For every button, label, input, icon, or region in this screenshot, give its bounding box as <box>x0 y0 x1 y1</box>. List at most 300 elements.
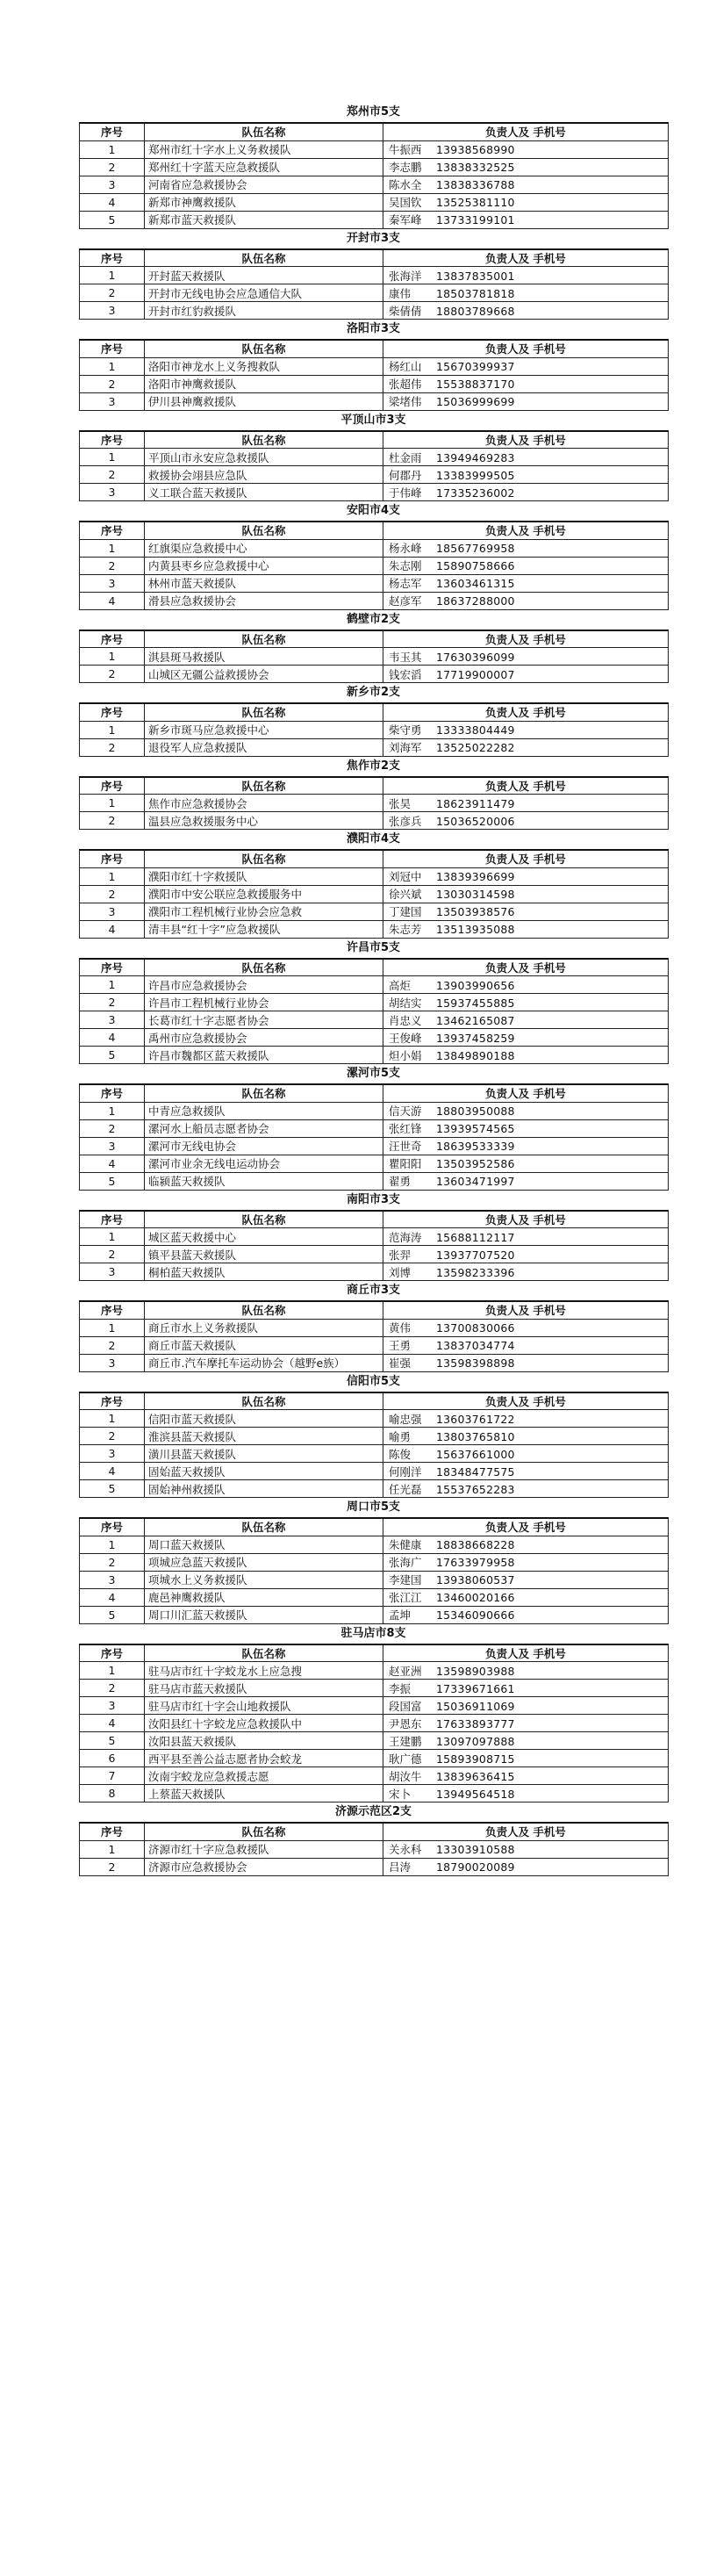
contact-cell <box>383 1137 669 1155</box>
table-row <box>80 1536 669 1553</box>
region-title: 安阳市4支 <box>346 504 401 517</box>
region-title: 周口市5支 <box>346 1500 401 1514</box>
rescue-team-table <box>79 521 669 610</box>
column-header-team: 队伍名称 <box>145 1644 383 1662</box>
table-row <box>80 557 669 574</box>
row-number: 2 <box>80 812 145 830</box>
contact-cell <box>383 1263 669 1281</box>
contact-cell <box>383 812 669 830</box>
rescue-team-table <box>79 1644 669 1803</box>
team-name: 信阳市蓝天救援队 <box>145 1410 383 1428</box>
contact-cell <box>383 284 669 302</box>
contact-phone: 18803950088 <box>436 1105 515 1118</box>
column-header-team: 队伍名称 <box>145 123 383 140</box>
table-header-row <box>80 1084 669 1102</box>
column-header-person: 负责人及 手机号 <box>383 1644 669 1662</box>
team-name: 温县应急救援服务中心 <box>145 812 383 830</box>
region-title: 驻马店市8支 <box>340 1626 406 1640</box>
table-row <box>80 1137 669 1155</box>
row-number: 2 <box>80 994 145 1011</box>
row-number: 1 <box>80 1319 145 1336</box>
contact-name: 杨志军 <box>389 577 422 590</box>
contact-cell <box>383 1354 669 1371</box>
team-name: 汝阳县蓝天救援队 <box>145 1732 383 1750</box>
row-number: 3 <box>80 392 145 410</box>
contact-cell <box>383 1680 669 1697</box>
table-header-row <box>80 777 669 795</box>
team-name: 焦作市应急救援协会 <box>145 795 383 812</box>
table-header-row <box>80 1518 669 1536</box>
table-body <box>80 1840 669 1875</box>
column-header-team: 队伍名称 <box>145 1301 383 1319</box>
team-name: 西平县至善公益志愿者协会蛟龙 <box>145 1750 383 1767</box>
column-header-person: 负责人及 手机号 <box>383 249 669 267</box>
team-name: 义工联合蓝天救援队 <box>145 484 383 501</box>
table-row <box>80 392 669 410</box>
table-body <box>80 449 669 501</box>
contact-phone: 13937707520 <box>436 1248 515 1262</box>
column-header-person: 负责人及 手机号 <box>383 1823 669 1840</box>
row-number: 5 <box>80 1732 145 1750</box>
contact-name: 孟坤 <box>389 1608 412 1622</box>
region-section <box>79 1624 668 1803</box>
contact-phone: 13839636415 <box>436 1769 515 1783</box>
contact-phone: 13603471997 <box>436 1175 515 1188</box>
region-section <box>79 1372 668 1499</box>
table-row <box>80 994 669 1011</box>
column-header-team: 队伍名称 <box>145 959 383 976</box>
rescue-team-table <box>79 1210 669 1282</box>
contact-name: 崔强 <box>389 1356 412 1370</box>
contact-cell <box>383 466 669 484</box>
table-body <box>80 357 669 410</box>
table-header-row <box>80 249 669 267</box>
contact-name: 王勇 <box>389 1339 412 1352</box>
column-header-person: 负责人及 手机号 <box>383 703 669 721</box>
contact-cell <box>383 885 669 903</box>
region-title: 郑州市5支 <box>346 105 401 119</box>
column-header-team: 队伍名称 <box>145 850 383 867</box>
rescue-team-table <box>79 1083 669 1191</box>
contact-name: 朱健康 <box>389 1538 422 1551</box>
contact-name: 陈水全 <box>389 178 422 191</box>
column-header-no: 序号 <box>80 777 145 795</box>
contact-name: 张红锋 <box>389 1122 422 1135</box>
rescue-team-table <box>79 1392 669 1499</box>
column-header-person: 负责人及 手机号 <box>383 1211 669 1228</box>
contact-name: 柴守勇 <box>389 723 422 737</box>
contact-phone: 13598233396 <box>436 1265 515 1279</box>
row-number: 4 <box>80 1463 145 1480</box>
region-section <box>79 1281 668 1372</box>
row-number: 1 <box>80 1840 145 1858</box>
contact-name: 张江江 <box>389 1591 422 1604</box>
contact-name: 炟小娟 <box>389 1048 422 1062</box>
contact-phone: 15670399937 <box>436 360 515 373</box>
row-number: 3 <box>80 302 145 320</box>
contact-phone: 18567769958 <box>436 542 515 555</box>
row-number: 2 <box>80 284 145 302</box>
team-name: 濮阳市工程机械行业协会应急救 <box>145 903 383 920</box>
rescue-team-table <box>79 702 669 757</box>
contact-cell <box>383 867 669 885</box>
team-name: 开封市红豹救援队 <box>145 302 383 320</box>
column-header-team: 队伍名称 <box>145 431 383 449</box>
contact-cell <box>383 648 669 666</box>
contact-cell <box>383 1463 669 1480</box>
column-header-person: 负责人及 手机号 <box>383 630 669 648</box>
row-number: 2 <box>80 1336 145 1354</box>
contact-cell <box>383 1445 669 1463</box>
column-header-person: 负责人及 手机号 <box>383 777 669 795</box>
region-section <box>79 683 668 757</box>
contact-cell <box>383 1697 669 1715</box>
region-title: 焦作市2支 <box>346 759 401 773</box>
contact-phone: 13837835001 <box>436 269 515 283</box>
row-number: 1 <box>80 539 145 557</box>
contact-cell <box>383 574 669 592</box>
table-header-row <box>80 522 669 539</box>
team-name: 新郑市神鹰救援队 <box>145 193 383 211</box>
team-name: 郑州市红十字水上义务救援队 <box>145 140 383 158</box>
contact-phone: 15688112117 <box>436 1230 515 1244</box>
column-header-no: 序号 <box>80 1518 145 1536</box>
rescue-team-table <box>79 776 669 831</box>
table-row <box>80 976 669 994</box>
column-header-no: 序号 <box>80 703 145 721</box>
contact-phone: 13803765810 <box>436 1429 515 1443</box>
table-row <box>80 1172 669 1190</box>
contact-name: 韦玉其 <box>389 650 422 664</box>
contact-cell <box>383 449 669 466</box>
contact-cell <box>383 1606 669 1623</box>
contact-cell <box>383 976 669 994</box>
contact-name: 朱志刚 <box>389 559 422 572</box>
contact-cell <box>383 1480 669 1498</box>
column-header-no: 序号 <box>80 1211 145 1228</box>
contact-phone: 13937458259 <box>436 1031 515 1045</box>
row-number: 5 <box>80 1172 145 1190</box>
contact-phone: 13462165087 <box>436 1013 515 1027</box>
contact-cell <box>383 375 669 392</box>
team-name: 濮阳市中安公联应急救援服务中 <box>145 885 383 903</box>
table-header-row <box>80 959 669 976</box>
table-row <box>80 1697 669 1715</box>
team-name: 洛阳市神龙水上义务搜救队 <box>145 357 383 375</box>
table-row <box>80 1410 669 1428</box>
rescue-team-table <box>79 1822 669 1876</box>
contact-cell <box>383 1119 669 1137</box>
contact-phone: 18639533339 <box>436 1140 515 1153</box>
row-number: 1 <box>80 1662 145 1680</box>
team-name: 平顶山市永安应急救援队 <box>145 449 383 466</box>
contact-cell <box>383 1047 669 1064</box>
row-number: 3 <box>80 1354 145 1371</box>
contact-phone: 13513935088 <box>436 923 515 936</box>
contact-name: 杨永峰 <box>389 542 422 555</box>
region-title: 商丘市3支 <box>346 1284 401 1297</box>
table-row <box>80 1354 669 1371</box>
table-row <box>80 357 669 375</box>
contact-cell <box>383 920 669 938</box>
contact-cell <box>383 1536 669 1553</box>
contact-cell <box>383 1571 669 1588</box>
table-body <box>80 1662 669 1802</box>
contact-cell <box>383 357 669 375</box>
contact-cell <box>383 1715 669 1732</box>
region-section <box>79 830 668 939</box>
contact-phone: 13383999505 <box>436 468 515 482</box>
region-section <box>79 757 668 831</box>
row-number: 1 <box>80 1410 145 1428</box>
contact-cell <box>383 302 669 320</box>
region-title: 洛阳市3支 <box>346 322 401 335</box>
row-number: 2 <box>80 738 145 756</box>
row-number: 3 <box>80 1011 145 1029</box>
row-number: 2 <box>80 885 145 903</box>
column-header-person: 负责人及 手机号 <box>383 340 669 357</box>
contact-name: 何郡丹 <box>389 468 422 482</box>
contact-phone: 15036911069 <box>436 1699 515 1713</box>
row-number: 2 <box>80 1246 145 1263</box>
table-row <box>80 1606 669 1623</box>
contact-name: 翟勇 <box>389 1175 412 1188</box>
contact-phone: 17335236002 <box>436 486 515 500</box>
row-number: 5 <box>80 211 145 228</box>
row-number: 1 <box>80 1102 145 1119</box>
table-header-row <box>80 340 669 357</box>
table-row <box>80 1119 669 1137</box>
column-header-no: 序号 <box>80 123 145 140</box>
row-number: 8 <box>80 1785 145 1802</box>
rescue-team-table <box>79 430 669 502</box>
contact-phone: 17339671661 <box>436 1681 515 1695</box>
region-section <box>79 610 668 684</box>
column-header-person: 负责人及 手机号 <box>383 1392 669 1410</box>
contact-cell <box>383 1767 669 1785</box>
column-header-team: 队伍名称 <box>145 1823 383 1840</box>
row-number: 3 <box>80 574 145 592</box>
region-title: 信阳市5支 <box>346 1374 401 1388</box>
row-number: 3 <box>80 903 145 920</box>
contact-phone: 13503952586 <box>436 1157 515 1170</box>
team-name: 汝南宇蛟龙应急救援志愿 <box>145 1767 383 1785</box>
row-number: 1 <box>80 1228 145 1246</box>
contact-phone: 13939574565 <box>436 1122 515 1135</box>
table-row <box>80 867 669 885</box>
region-title: 南阳市3支 <box>346 1192 401 1206</box>
table-row <box>80 885 669 903</box>
contact-name: 张羿 <box>389 1248 412 1262</box>
contact-cell <box>383 721 669 738</box>
row-number: 4 <box>80 1155 145 1172</box>
region-section <box>79 501 668 610</box>
table-row <box>80 1047 669 1064</box>
table-body <box>80 1319 669 1371</box>
team-name: 城区蓝天救援中心 <box>145 1228 383 1246</box>
row-number: 1 <box>80 721 145 738</box>
table-header-row <box>80 1301 669 1319</box>
rescue-team-table <box>79 630 669 684</box>
team-name: 汝阳县红十字蛟龙应急救援队中 <box>145 1715 383 1732</box>
region-section <box>79 229 668 320</box>
row-number: 4 <box>80 592 145 609</box>
row-number: 4 <box>80 193 145 211</box>
region-title: 平顶山市3支 <box>340 413 406 427</box>
contact-cell <box>383 592 669 609</box>
team-name: 清丰县“红十字”应急救援队 <box>145 920 383 938</box>
table-body <box>80 539 669 609</box>
column-header-no: 序号 <box>80 249 145 267</box>
table-row <box>80 158 669 176</box>
contact-cell <box>383 1750 669 1767</box>
contact-name: 任光磊 <box>389 1482 422 1496</box>
contact-name: 赵亚洲 <box>389 1664 422 1678</box>
column-header-no: 序号 <box>80 1301 145 1319</box>
table-row <box>80 375 669 392</box>
contact-phone: 15538837170 <box>436 378 515 391</box>
region-section <box>79 320 668 411</box>
contact-name: 胡结实 <box>389 996 422 1010</box>
contact-cell <box>383 1553 669 1571</box>
contact-name: 段国富 <box>389 1699 422 1713</box>
table-body <box>80 1536 669 1623</box>
table-body <box>80 267 669 320</box>
column-header-team: 队伍名称 <box>145 703 383 721</box>
row-number: 1 <box>80 357 145 375</box>
table-row <box>80 1029 669 1047</box>
contact-phone: 13938568990 <box>436 143 515 156</box>
contact-name: 何刚洋 <box>389 1464 422 1479</box>
table-header-row <box>80 1644 669 1662</box>
team-name: 濮阳市红十字救援队 <box>145 867 383 885</box>
contact-cell <box>383 1029 669 1047</box>
table-header-row <box>80 703 669 721</box>
row-number: 1 <box>80 648 145 666</box>
team-name: 商丘市水上义务救援队 <box>145 1319 383 1336</box>
contact-name: 陈俊 <box>389 1447 412 1461</box>
row-number: 4 <box>80 1715 145 1732</box>
contact-phone: 13097097888 <box>436 1734 515 1748</box>
contact-phone: 13503938576 <box>436 905 515 918</box>
table-row <box>80 592 669 609</box>
contact-name: 刘博 <box>389 1265 412 1279</box>
contact-cell <box>383 738 669 756</box>
contact-phone: 15890758666 <box>436 559 515 572</box>
table-body <box>80 140 669 228</box>
table-row <box>80 1680 669 1697</box>
rescue-team-table <box>79 1300 669 1372</box>
team-name: 漯河市业余无线电运动协会 <box>145 1155 383 1172</box>
table-body <box>80 648 669 683</box>
column-header-no: 序号 <box>80 1823 145 1840</box>
column-header-no: 序号 <box>80 1084 145 1102</box>
table-body <box>80 1228 669 1281</box>
team-name: 河南省应急救援协会 <box>145 176 383 193</box>
column-header-person: 负责人及 手机号 <box>383 850 669 867</box>
team-name: 漯河市无线电协会 <box>145 1137 383 1155</box>
contact-name: 喻勇 <box>389 1429 412 1443</box>
team-name: 漯河水上船员志愿者协会 <box>145 1119 383 1137</box>
contact-name: 吕涛 <box>389 1860 412 1874</box>
column-header-person: 负责人及 手机号 <box>383 1084 669 1102</box>
row-number: 2 <box>80 1553 145 1571</box>
contact-cell <box>383 1840 669 1858</box>
team-name: 中青应急救援队 <box>145 1102 383 1119</box>
team-name: 新乡市斑马应急救援中心 <box>145 721 383 738</box>
table-row <box>80 1246 669 1263</box>
table-body <box>80 1102 669 1190</box>
team-name: 固始神州救援队 <box>145 1480 383 1498</box>
team-name: 项城应急蓝天救援队 <box>145 1553 383 1571</box>
contact-phone: 13733199101 <box>436 213 515 227</box>
rescue-team-table <box>79 849 669 939</box>
table-row <box>80 574 669 592</box>
row-number: 2 <box>80 1858 145 1875</box>
region-section <box>79 411 668 502</box>
column-header-team: 队伍名称 <box>145 1518 383 1536</box>
table-row <box>80 539 669 557</box>
table-row <box>80 1840 669 1858</box>
row-number: 5 <box>80 1047 145 1064</box>
contact-cell <box>383 1588 669 1606</box>
column-header-person: 负责人及 手机号 <box>383 123 669 140</box>
team-name: 驻马店市蓝天救援队 <box>145 1680 383 1697</box>
column-header-no: 序号 <box>80 959 145 976</box>
table-row <box>80 1732 669 1750</box>
table-row <box>80 1102 669 1119</box>
region-section <box>79 1064 668 1191</box>
team-name: 救援协会翊县应急队 <box>145 466 383 484</box>
row-number: 2 <box>80 375 145 392</box>
contact-name: 丁建国 <box>389 905 422 918</box>
team-name: 周口川汇蓝天救援队 <box>145 1606 383 1623</box>
contact-name: 关永科 <box>389 1843 422 1856</box>
contact-phone: 13838336788 <box>436 178 515 191</box>
row-number: 5 <box>80 1606 145 1623</box>
row-number: 1 <box>80 449 145 466</box>
contact-name: 康伟 <box>389 286 412 300</box>
rescue-team-table <box>79 958 669 1065</box>
team-name: 临颍蓝天救援队 <box>145 1172 383 1190</box>
column-header-team: 队伍名称 <box>145 777 383 795</box>
contact-phone: 13598398898 <box>436 1356 515 1370</box>
contact-phone: 13030314598 <box>436 888 515 901</box>
contact-name: 赵彦军 <box>389 594 422 608</box>
contact-name: 李振 <box>389 1681 412 1695</box>
table-body <box>80 976 669 1064</box>
contact-phone: 13938060537 <box>436 1573 515 1587</box>
row-number: 3 <box>80 1571 145 1588</box>
table-header-row <box>80 850 669 867</box>
table-body <box>80 795 669 830</box>
contact-name: 胡汝牛 <box>389 1769 422 1783</box>
table-row <box>80 193 669 211</box>
row-number: 2 <box>80 158 145 176</box>
contact-name: 牛振西 <box>389 143 422 156</box>
contact-phone: 18790020089 <box>436 1860 515 1874</box>
column-header-no: 序号 <box>80 431 145 449</box>
table-row <box>80 1750 669 1767</box>
table-header-row <box>80 123 669 140</box>
contact-name: 尹恩东 <box>389 1716 422 1731</box>
contact-phone: 13837034774 <box>436 1339 515 1352</box>
contact-phone: 15637661000 <box>436 1447 515 1461</box>
table-header-row <box>80 1392 669 1410</box>
contact-phone: 17719900007 <box>436 667 515 681</box>
contact-name: 汪世奇 <box>389 1140 422 1153</box>
team-name: 项城水上义务救援队 <box>145 1571 383 1588</box>
